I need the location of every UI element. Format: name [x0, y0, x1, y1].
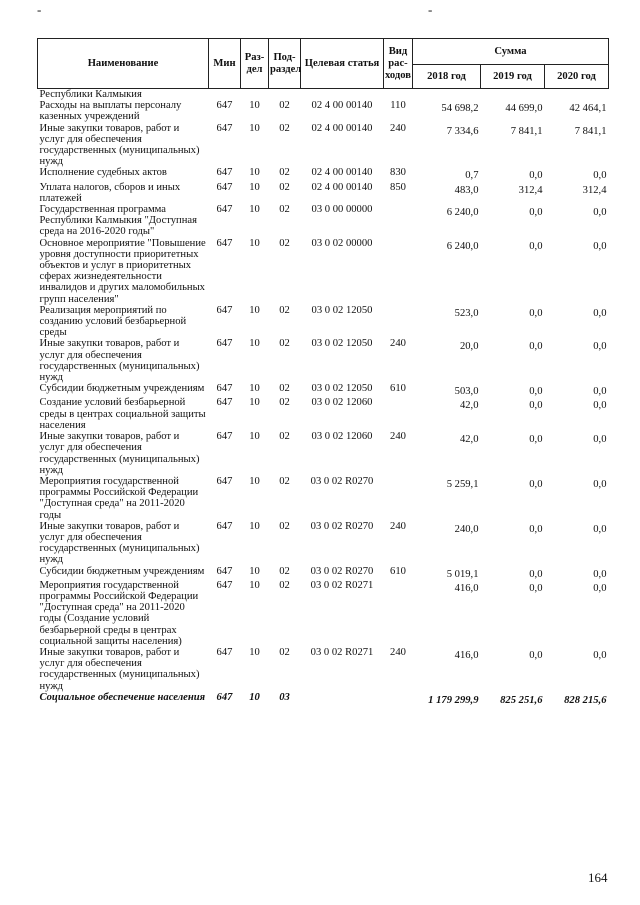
- row-podrazdel: 02: [279, 383, 290, 395]
- table-row: [38, 397, 609, 431]
- row-sum-2019: 312,4: [518, 184, 543, 196]
- row-target: [301, 692, 384, 706]
- budget-table: [37, 38, 609, 706]
- row-sum-2020: 42 464,1: [569, 103, 607, 115]
- row-sum-2018: 523,0: [454, 307, 479, 319]
- row-name: Расходы на выплаты персоналу казенных учреждений: [39, 100, 182, 123]
- row-name: Субсидии бюджетным учреждениям: [39, 383, 205, 395]
- row-sum-2020: 0,0: [593, 170, 607, 182]
- header-vid: Вид рас-ходов: [384, 39, 413, 89]
- row-sum-2020: 0,0: [593, 400, 607, 412]
- row-podrazdel: 02: [279, 237, 290, 249]
- row-sum-2018: 416,0: [454, 649, 479, 661]
- header-name: Наименование: [38, 39, 209, 89]
- row-sum-2019: 0,0: [529, 582, 543, 594]
- row-name: Иные закупки товаров, работ и услуг для обеспечения государственных (муниципальных) нужд: [39, 122, 200, 168]
- row-name: Иные закупки товаров, работ и услуг для обеспечения государственных (муниципальных) нужд: [39, 520, 200, 566]
- row-razdel: 10: [249, 520, 260, 532]
- row-sum-2019: 0,0: [529, 478, 543, 490]
- row-sum-2019: 0,0: [529, 207, 543, 219]
- table-row: [38, 521, 609, 566]
- row-razdel: 10: [249, 475, 260, 487]
- row-sum-2019: 44 699,0: [505, 103, 543, 115]
- row-target: 02 4 00 00140: [311, 181, 373, 193]
- row-vid: [384, 204, 413, 238]
- row-name: Основное мероприятие "Повышение уровня доступности приоритетных объектов и услуг в приоритетных сферах жизнедеятельности инвалидов и других маломобильных групп населения": [39, 237, 206, 305]
- row-name: Республики Калмыкия: [39, 89, 142, 100]
- row-razdel: 10: [249, 646, 260, 658]
- row-sum-2018: 483,0: [454, 184, 479, 196]
- row-razdel: 10: [249, 237, 260, 249]
- row-name: Государственная программа Республики Калмыкия "Доступная среда на 2016-2020 годы": [39, 204, 197, 238]
- row-vid: [384, 397, 413, 431]
- row-min: 647: [216, 167, 233, 179]
- table-row: [38, 123, 609, 168]
- row-sum-2020: 0,0: [593, 434, 607, 446]
- row-min: 647: [216, 304, 233, 316]
- row-min: 647: [216, 383, 233, 395]
- row-podrazdel: 02: [279, 520, 290, 532]
- row-podrazdel: 02: [279, 431, 290, 443]
- row-podrazdel: 02: [279, 122, 290, 134]
- row-target: 03 0 02 12060: [311, 397, 373, 409]
- row-name: Создание условий безбарьерной среды в центрах социальной защиты населения: [39, 397, 206, 431]
- row-name: Мероприятия государственной программы Российской Федерации "Доступная среда" на 2011-2020 годы: [39, 475, 199, 521]
- table-row: [38, 647, 609, 692]
- row-vid: 610: [390, 565, 406, 577]
- row-razdel: 10: [249, 397, 260, 409]
- table-row: [38, 580, 609, 647]
- row-target: 02 4 00 00140: [311, 100, 373, 112]
- row-sum-2018: 0,7: [465, 170, 479, 182]
- row-sum-2018: 1 179 299,9: [428, 694, 479, 706]
- row-name: Иные закупки товаров, работ и услуг для обеспечения государственных (муниципальных) нужд: [39, 338, 200, 384]
- table-row: [38, 692, 609, 706]
- row-razdel: 10: [249, 167, 260, 179]
- row-target: 03 0 02 R0271: [310, 646, 374, 658]
- row-podrazdel: 02: [279, 475, 290, 487]
- row-sum-2019: 0,0: [529, 341, 543, 353]
- row-sum-2019: 0,0: [529, 523, 543, 535]
- row-sum-2020: 312,4: [582, 184, 607, 196]
- row-min: 647: [216, 520, 233, 532]
- header-target: Целевая статья: [301, 39, 384, 89]
- row-podrazdel: [269, 89, 301, 101]
- row-target: [301, 89, 384, 101]
- header-min: Мин: [209, 39, 241, 89]
- row-podrazdel: 02: [279, 646, 290, 658]
- row-sum-2018: 7 334,6: [446, 125, 479, 137]
- row-sum-2019: 0,0: [529, 568, 543, 580]
- row-target: 03 0 02 R0271: [310, 579, 374, 591]
- row-sum-2019: 0,0: [529, 307, 543, 319]
- table-row: [38, 89, 609, 101]
- row-min: 647: [216, 691, 233, 703]
- row-name: Социальное обеспечение населения: [39, 691, 206, 703]
- row-podrazdel: 02: [279, 304, 290, 316]
- row-vid: 850: [390, 181, 406, 193]
- row-sum-2020: [545, 89, 609, 101]
- row-podrazdel: 02: [279, 565, 290, 577]
- row-min: 647: [216, 397, 233, 409]
- header-podrazdel: Под-раздел: [269, 39, 301, 89]
- table-row: [38, 167, 609, 181]
- row-razdel: [241, 89, 269, 101]
- row-sum-2018: 240,0: [454, 523, 479, 535]
- row-sum-2020: 0,0: [593, 523, 607, 535]
- header-sum: Сумма: [413, 39, 609, 65]
- row-vid: 240: [390, 520, 406, 532]
- row-vid: 830: [390, 167, 406, 179]
- row-vid: 240: [390, 431, 406, 443]
- row-vid: 110: [390, 100, 406, 112]
- row-vid: [384, 89, 413, 101]
- row-sum-2018: 54 698,2: [441, 103, 479, 115]
- row-min: 647: [216, 237, 233, 249]
- row-min: 647: [216, 431, 233, 443]
- row-target: 02 4 00 00140: [311, 167, 373, 179]
- row-sum-2019: 0,0: [529, 434, 543, 446]
- row-sum-2020: 0,0: [593, 386, 607, 398]
- row-sum-2019: 0,0: [529, 386, 543, 398]
- row-sum-2018: 503,0: [454, 386, 479, 398]
- header-2020: 2020 год: [545, 65, 609, 89]
- row-vid: [384, 692, 413, 706]
- scan-mark-right: -: [428, 2, 433, 17]
- header-2019: 2019 год: [481, 65, 545, 89]
- row-sum-2019: 0,0: [529, 400, 543, 412]
- row-sum-2019: [481, 89, 545, 101]
- row-vid: [384, 580, 413, 647]
- row-min: [209, 89, 241, 101]
- row-sum-2020: 0,0: [593, 582, 607, 594]
- row-razdel: 10: [249, 565, 260, 577]
- table-row: [38, 566, 609, 580]
- row-sum-2019: 0,0: [529, 170, 543, 182]
- row-sum-2018: 5 259,1: [446, 478, 479, 490]
- row-sum-2018: 20,0: [459, 341, 479, 353]
- row-razdel: 10: [249, 338, 260, 350]
- table-row: [38, 305, 609, 339]
- header-2018: 2018 год: [413, 65, 481, 89]
- row-name: Реализация мероприятий по созданию условий безбарьерной среды: [39, 304, 187, 339]
- row-sum-2020: 0,0: [593, 478, 607, 490]
- row-min: 647: [216, 122, 233, 134]
- row-sum-2020: 7 841,1: [574, 125, 607, 137]
- header-razdel: Раз-дел: [241, 39, 269, 89]
- row-sum-2018: [413, 89, 481, 101]
- row-podrazdel: 02: [279, 100, 290, 112]
- row-min: 647: [216, 204, 233, 216]
- row-sum-2019: 0,0: [529, 649, 543, 661]
- row-name: Уплата налогов, сборов и иных платежей: [39, 181, 181, 204]
- table-row: [38, 476, 609, 521]
- row-vid: [384, 476, 413, 521]
- row-sum-2018: 6 240,0: [446, 207, 479, 219]
- row-min: 647: [216, 181, 233, 193]
- row-name: Исполнение судебных актов: [39, 167, 167, 179]
- row-target: 03 0 02 R0270: [310, 520, 374, 532]
- row-min: 647: [216, 338, 233, 350]
- row-target: 03 0 02 R0270: [310, 475, 374, 487]
- row-podrazdel: 02: [279, 204, 290, 216]
- row-name: Иные закупки товаров, работ и услуг для обеспечения государственных (муниципальных) нужд: [39, 646, 200, 692]
- row-vid: [384, 305, 413, 339]
- table-row: [38, 431, 609, 476]
- row-podrazdel: 02: [279, 167, 290, 179]
- row-sum-2020: 0,0: [593, 341, 607, 353]
- row-sum-2019: 7 841,1: [510, 125, 543, 137]
- row-min: 647: [216, 100, 233, 112]
- row-podrazdel: 03: [279, 691, 290, 703]
- table-header: [38, 39, 609, 89]
- row-razdel: 10: [249, 579, 260, 591]
- row-target: 03 0 02 R0270: [310, 565, 374, 577]
- row-target: 03 0 02 12050: [311, 338, 373, 350]
- row-target: 02 4 00 00140: [311, 122, 373, 134]
- row-vid: 610: [390, 383, 406, 395]
- row-sum-2018: 42,0: [459, 434, 479, 446]
- row-razdel: 10: [249, 383, 260, 395]
- row-podrazdel: 02: [279, 579, 290, 591]
- row-vid: 240: [390, 646, 406, 658]
- row-razdel: 10: [249, 100, 260, 112]
- row-razdel: 10: [249, 204, 260, 216]
- row-min: 647: [216, 565, 233, 577]
- row-podrazdel: 02: [279, 338, 290, 350]
- row-name: Иные закупки товаров, работ и услуг для обеспечения государственных (муниципальных) нужд: [39, 431, 200, 476]
- table-row: [38, 182, 609, 204]
- row-sum-2020: 0,0: [593, 240, 607, 252]
- row-sum-2018: 5 019,1: [446, 568, 479, 580]
- row-sum-2019: 825 251,6: [500, 694, 543, 706]
- table-body: [38, 89, 609, 706]
- row-min: 647: [216, 646, 233, 658]
- table-row: [38, 100, 609, 122]
- row-sum-2019: 0,0: [529, 240, 543, 252]
- table-row: [38, 238, 609, 305]
- row-razdel: 10: [249, 122, 260, 134]
- row-target: 03 0 00 00000: [311, 204, 373, 216]
- row-min: 647: [216, 579, 233, 591]
- row-razdel: 10: [249, 181, 260, 193]
- row-razdel: 10: [249, 304, 260, 316]
- scan-mark-left: -: [37, 2, 42, 17]
- row-sum-2018: 42,0: [459, 400, 479, 412]
- row-name: Мероприятия государственной программы Российской Федерации "Доступная среда" на 2011-2020 годы (Создание условий безбарьерной среды в центрах социальной защиты населения): [39, 579, 199, 647]
- row-sum-2018: 6 240,0: [446, 240, 479, 252]
- row-name: Субсидии бюджетным учреждениям: [39, 565, 205, 577]
- row-sum-2020: 0,0: [593, 568, 607, 580]
- row-sum-2020: 0,0: [593, 307, 607, 319]
- row-target: 03 0 02 12050: [311, 304, 373, 316]
- table-row: [38, 383, 609, 397]
- row-podrazdel: 02: [279, 181, 290, 193]
- row-min: 647: [216, 475, 233, 487]
- table-row: [38, 204, 609, 238]
- row-target: 03 0 02 00000: [311, 237, 373, 249]
- page-number: 164: [588, 870, 608, 885]
- row-podrazdel: 02: [279, 397, 290, 409]
- row-sum-2020: 0,0: [593, 649, 607, 661]
- row-vid: 240: [390, 338, 406, 350]
- row-sum-2018: 416,0: [454, 582, 479, 594]
- row-sum-2020: 0,0: [593, 207, 607, 219]
- row-razdel: 10: [249, 431, 260, 443]
- row-sum-2020: 828 215,6: [564, 694, 607, 706]
- row-razdel: 10: [249, 691, 260, 703]
- row-target: 03 0 02 12060: [311, 431, 373, 443]
- row-vid: 240: [390, 122, 406, 134]
- table-row: [38, 338, 609, 383]
- row-vid: [384, 238, 413, 305]
- row-target: 03 0 02 12050: [311, 383, 373, 395]
